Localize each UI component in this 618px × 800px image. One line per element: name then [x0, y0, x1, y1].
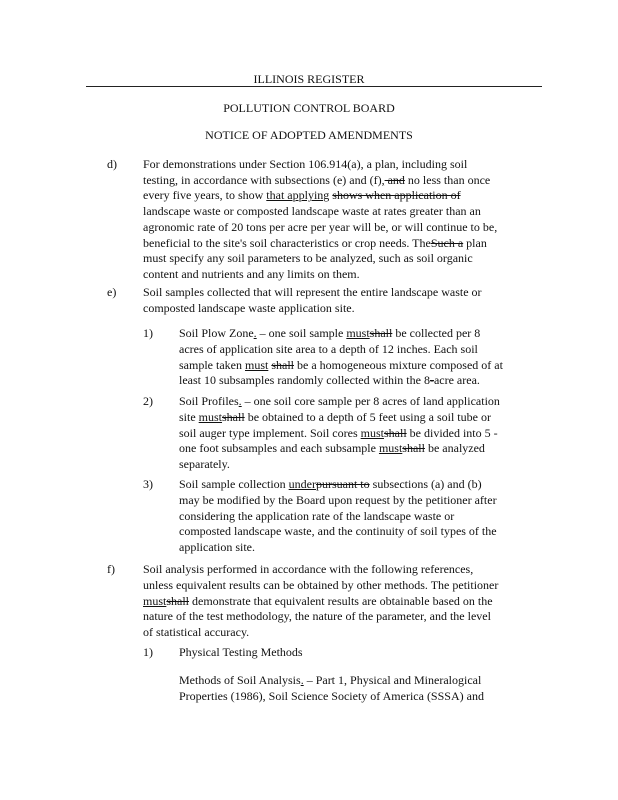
item-f1-label: 1) — [143, 645, 153, 659]
section-f-label: f) — [107, 562, 115, 576]
text-line — [179, 645, 303, 661]
deleted-text: shall — [222, 409, 245, 424]
text-line — [179, 358, 503, 374]
text-run: must specify any soil parameters to be analyzed, such as soil organic — [143, 251, 473, 266]
inserted-text: must — [378, 441, 403, 456]
deleted-text: Such a — [430, 235, 464, 250]
text-run: Properties (1986), Soil Science Society of America (SSSA) and — [179, 689, 484, 703]
text-line — [143, 301, 482, 317]
text-run: soil auger type implement. Soil cores — [179, 425, 361, 440]
text-line — [179, 457, 500, 473]
text-run: be analyzed — [424, 441, 485, 456]
section-d-text — [143, 157, 497, 283]
deleted-text: shall — [166, 593, 190, 608]
text-run: be a homogeneous mixture composed of at — [294, 357, 503, 372]
text-line — [179, 441, 500, 457]
text-line — [143, 285, 482, 301]
text-run: Soil samples collected that will represent the entire landscape waste or — [143, 285, 482, 299]
text-run: unless equivalent results can be obtained by other methods. The petitioner — [143, 577, 499, 592]
text-run: agronomic rate of 20 tons per acre per year will be, or will continue to be, — [143, 219, 498, 234]
inserted-text: . — [300, 673, 304, 687]
text-line — [179, 426, 500, 442]
text-run: For demonstrations under Section 106.914(a), a plan, including soil — [143, 157, 468, 171]
section-f-text — [143, 562, 498, 641]
text-line — [179, 477, 497, 493]
text-run: Soil Plow Zone — [179, 326, 254, 340]
deleted-text: pursuant to — [315, 477, 370, 491]
text-line — [143, 562, 498, 578]
text-line — [179, 342, 503, 358]
text-run: beneficial to the site's soil characteristics or crop needs. The — [143, 235, 431, 250]
text-line — [179, 373, 503, 389]
text-line — [179, 688, 484, 704]
inserted-text: . — [253, 326, 257, 340]
item-f1-subtext — [179, 672, 484, 704]
text-run: site — [179, 409, 199, 424]
text-run: subsections (a) and (b) — [369, 477, 482, 491]
inserted-text: must — [360, 425, 384, 440]
text-line — [143, 625, 498, 641]
notice-title: NOTICE OF ADOPTED AMENDMENTS — [205, 128, 413, 142]
inserted-text: . — [238, 394, 242, 408]
text-run: – one soil core sample per 8 acres of land application — [241, 394, 500, 408]
item-e2-label: 2) — [143, 394, 153, 408]
text-run: – Part 1, Physical and Mineralogical — [303, 673, 482, 687]
text-run: be divided into 5 - — [406, 425, 498, 440]
text-run: be obtained to a depth of 5 feet using a soil tube or — [244, 409, 491, 424]
text-run: plan — [463, 235, 487, 250]
inserted-text: must — [244, 357, 269, 372]
text-line — [179, 326, 503, 342]
text-run: demonstrate that equivalent results are obtainable based on the — [189, 593, 493, 608]
inserted-text: must — [346, 326, 370, 340]
text-run: may be modified by the Board upon request by the petitioner after — [179, 492, 497, 507]
text-line — [143, 157, 497, 173]
text-line — [143, 188, 497, 204]
item-e1-text — [179, 326, 503, 389]
text-line — [179, 540, 497, 556]
deleted-text: shall — [271, 357, 294, 372]
text-run: no less than once — [404, 172, 491, 187]
inserted-text: under — [288, 477, 316, 491]
text-run: one foot subsamples and each subsample — [179, 441, 379, 456]
text-line — [143, 251, 497, 267]
text-line — [143, 267, 497, 283]
item-f1-text — [179, 645, 303, 661]
text-line — [179, 524, 497, 540]
text-run: Methods of Soil Analysis — [179, 673, 301, 687]
inserted-text: must — [143, 593, 167, 608]
header-rule — [86, 86, 542, 87]
text-run: least 10 subsamples randomly collected within the 8 — [179, 373, 430, 388]
inserted-text: , — [381, 172, 385, 187]
text-run: Soil analysis performed in accordance with the following references, — [143, 562, 474, 576]
inserted-text: must — [198, 409, 223, 424]
deleted-text: and — [384, 172, 405, 187]
text-run: sample taken — [179, 357, 245, 372]
item-e3-text — [179, 477, 497, 556]
text-run: testing, in accordance with subsections (e) and (f) — [143, 172, 382, 187]
text-run: every five years, to show — [143, 188, 267, 203]
text-run: of statistical accuracy. — [143, 625, 250, 640]
text-run: acres of application site area to a depth of 12 inches. Each soil — [179, 341, 478, 356]
deleted-text: shall — [369, 326, 393, 340]
text-line — [143, 220, 497, 236]
text-run: composted landscape waste, and the continuity of soil types of the — [179, 524, 497, 539]
text-line — [143, 609, 498, 625]
text-run: – one soil sample — [256, 326, 347, 340]
text-run: be collected per 8 — [392, 326, 481, 340]
text-run: application site. — [179, 540, 255, 555]
inserted-text: that applying — [266, 188, 330, 203]
text-run: composted landscape waste application site. — [143, 300, 355, 315]
text-run: nature of the test methodology, the nature of the parameter, and the level — [143, 609, 491, 624]
text-line — [143, 594, 498, 610]
deleted-text: - — [429, 373, 434, 388]
board-title: POLLUTION CONTROL BOARD — [223, 101, 395, 115]
text-run: landscape waste or composted landscape waste at rates greater than an — [143, 204, 481, 219]
section-e-text — [143, 285, 482, 316]
text-line — [179, 410, 500, 426]
text-line — [179, 509, 497, 525]
text-line — [143, 173, 497, 189]
text-line — [143, 204, 497, 220]
deleted-text: shows when application of — [332, 188, 461, 203]
text-line — [179, 672, 484, 688]
text-run: acre area. — [433, 373, 480, 388]
text-run: Soil sample collection — [179, 477, 289, 491]
item-e1-label: 1) — [143, 326, 153, 340]
register-title: ILLINOIS REGISTER — [253, 72, 365, 86]
text-run: separately. — [179, 457, 230, 472]
text-line — [179, 394, 500, 410]
item-e2-text — [179, 394, 500, 473]
section-e-label: e) — [107, 285, 117, 299]
text-run: considering the application rate of the landscape waste or — [179, 508, 455, 523]
text-line — [143, 578, 498, 594]
item-e3-label: 3) — [143, 477, 153, 491]
text-run: Soil Profiles — [179, 394, 239, 408]
deleted-text: shall — [383, 425, 407, 440]
text-line — [143, 236, 497, 252]
text-line — [179, 493, 497, 509]
deleted-text: shall — [402, 441, 425, 456]
section-d-label: d) — [107, 157, 117, 171]
text-run: content and nutrients and any limits on them. — [143, 266, 360, 281]
text-run: Physical Testing Methods — [179, 645, 303, 659]
